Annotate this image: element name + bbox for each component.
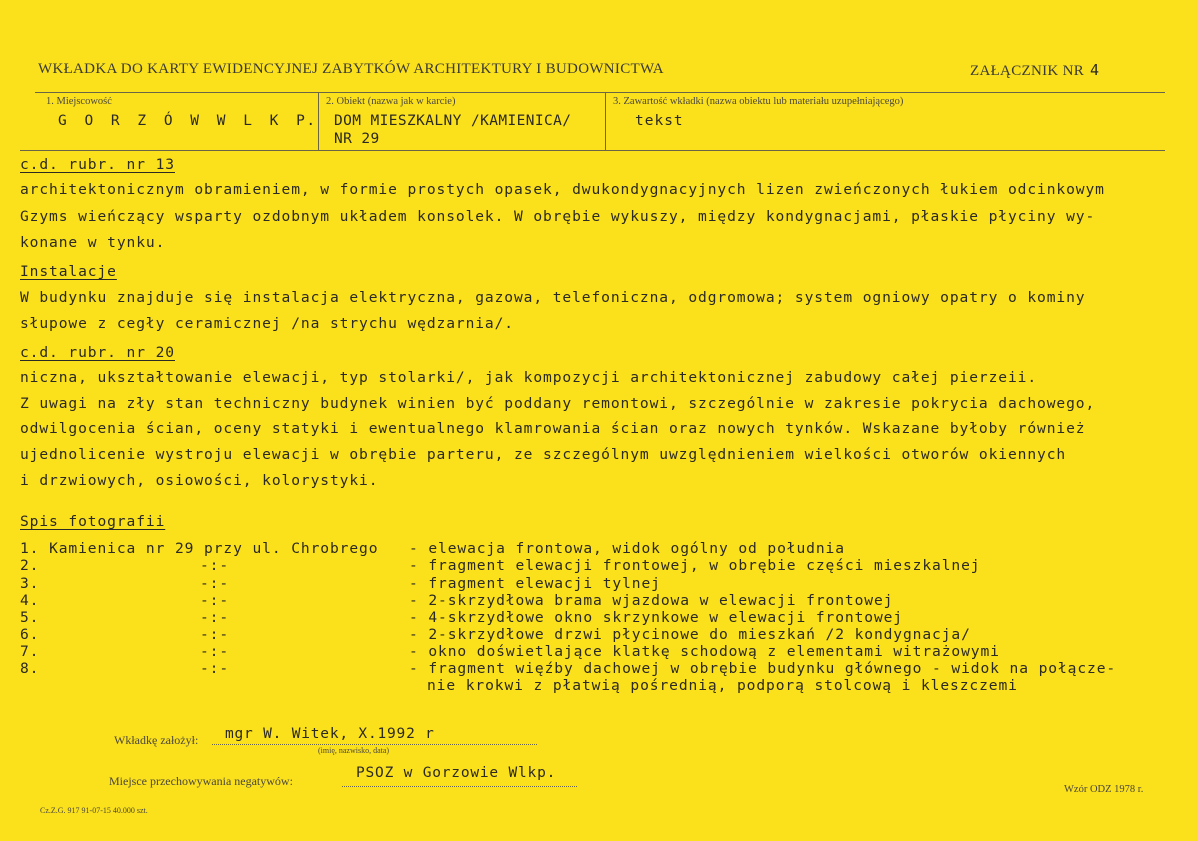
table-top-rule <box>35 92 1165 93</box>
photo-item <box>20 626 39 643</box>
photo-number: 1. <box>20 540 40 557</box>
ditto-mark: -:- <box>200 609 230 626</box>
photo-item <box>20 540 378 557</box>
section-heading-rubr-20: c.d. rubr. nr 20 <box>20 344 175 361</box>
ditto-mark: -:- <box>200 557 230 574</box>
made-by-value: mgr W. Witek, X.1992 r <box>225 726 435 742</box>
photo-description: - 2-skrzydłowe drzwi płycinowe do mieszkań /2 kondygnacja/ <box>409 626 971 643</box>
field-3-value: tekst <box>635 113 684 129</box>
photo-description-text: elewacja frontowa, widok ogólny od południa <box>428 540 845 557</box>
photo-description: - 2-skrzydłowa brama wjazdowa w elewacji frontowej <box>409 592 894 609</box>
field-1-value: G O R Z Ó W W L K P. <box>58 113 317 129</box>
storage-label: Miejsce przechowywania negatywów: <box>109 774 293 788</box>
annex-label <box>970 61 1099 80</box>
ditto-mark: -:- <box>200 643 230 660</box>
photo-number: 8. <box>20 660 40 677</box>
body-line: Gzyms wieńczący wsparty ozdobnym układem konsolek. W obrębie wykuszy, między kondygnacjami, płaskie płyciny wy- <box>20 208 1096 225</box>
annex-label-text: ZAŁĄCZNIK NR <box>970 63 1085 79</box>
field-3-label: 3. Zawartość wkładki (nazwa obiektu lub materiału uzupełniającego) <box>613 96 904 107</box>
body-line: ujednolicenie wystroju elewacji w obrębie parteru, ze szczególnym uwzględnieniem wielkości otworów okiennych <box>20 446 1067 463</box>
made-by-label: Wkładkę założył: <box>114 733 199 747</box>
photo-description: - 4-skrzydłowe okno skrzynkowe w elewacji frontowej <box>409 609 903 626</box>
photo-description-text: fragment elewacji frontowej, w obrębie części mieszkalnej <box>428 557 981 574</box>
storage-value: PSOZ w Gorzowie Wlkp. <box>356 765 557 781</box>
photo-item <box>20 643 39 660</box>
table-divider-1 <box>318 92 319 150</box>
field-2-label: 2. Obiekt (nazwa jak w karcie) <box>326 96 456 107</box>
photo-description-text: okno doświetlające klatkę schodową z elementami witrażowymi <box>428 643 1000 660</box>
section-heading-rubr-13: c.d. rubr. nr 13 <box>20 156 175 173</box>
ditto-mark: -:- <box>200 592 230 609</box>
photo-number: 6. <box>20 626 40 643</box>
print-info: Cz.Z.G. 917 91-07-15 40.000 szt. <box>40 806 148 815</box>
field-2-value-line1: DOM MIESZKALNY /KAMIENICA/ <box>334 113 572 129</box>
photo-number: 2. <box>20 557 40 574</box>
photo-description-text: fragment więźby dachowej w obrębie budynku głównego - widok na połącze- <box>428 660 1117 677</box>
made-by-hint: (imię, nazwisko, data) <box>318 746 390 755</box>
ditto-mark: -:- <box>200 626 230 643</box>
photo-item <box>20 660 39 677</box>
photo-description-continuation: nie krokwi z płatwią pośrednią, podporą stolcową i kleszczemi <box>427 677 1018 694</box>
section-heading-spis-fotografii: Spis fotografii <box>20 513 166 530</box>
photo-description: - okno doświetlające klatkę schodową z elementami witrażowymi <box>409 643 1000 660</box>
photo-item <box>20 557 39 574</box>
body-line: niczna, ukształtowanie elewacji, typ stolarki/, jak kompozycji architektonicznej zabudowy całej pierzeii. <box>20 369 1038 386</box>
photo-description: - elewacja frontowa, widok ogólny od południa <box>409 540 845 557</box>
photo-item <box>20 609 39 626</box>
storage-dotted-line <box>342 786 577 787</box>
made-by-dotted-line <box>212 744 537 745</box>
photo-number: 7. <box>20 643 40 660</box>
form-title: WKŁADKA DO KARTY EWIDENCYJNEJ ZABYTKÓW ARCHITEKTURY I BUDOWNICTWA <box>38 61 664 77</box>
photo-description: - fragment więźby dachowej w obrębie budynku głównego - widok na połącze- <box>409 660 1117 677</box>
field-2-value-line2: NR 29 <box>334 131 380 147</box>
field-1-label: 1. Miejscowość <box>46 96 112 107</box>
photo-item <box>20 575 39 592</box>
photo-description: - fragment elewacji frontowej, w obrębie części mieszkalnej <box>409 557 981 574</box>
body-line: konane w tynku. <box>20 234 166 251</box>
body-line: architektonicznym obramieniem, w formie prostych opasek, dwukondygnacyjnych lizen zwieńczonych łukiem odcinkowym <box>20 181 1105 198</box>
form-model: Wzór ODZ 1978 r. <box>1064 784 1144 795</box>
body-line: Z uwagi na zły stan techniczny budynek winien być poddany remontowi, szczególnie w zakresie pokrycia dachowego, <box>20 395 1096 412</box>
photo-description-text: 2-skrzydłowa brama wjazdowa w elewacji frontowej <box>428 592 894 609</box>
photo-reference: Kamienica nr 29 przy ul. Chrobrego <box>49 540 379 557</box>
photo-description-text: 4-skrzydłowe okno skrzynkowe w elewacji frontowej <box>428 609 903 626</box>
body-line: słupowe z cegły ceramicznej /na strychu wędzarnia/. <box>20 315 514 332</box>
photo-number: 4. <box>20 592 40 609</box>
photo-number: 5. <box>20 609 40 626</box>
table-divider-2 <box>605 92 606 150</box>
body-line: W budynku znajduje się instalacja elektryczna, gazowa, telefoniczna, odgromowa; system ogniowy opatry o kominy <box>20 289 1086 306</box>
body-line: i drzwiowych, osiowości, kolorystyki. <box>20 472 379 489</box>
annex-number: 4 <box>1090 61 1100 79</box>
section-heading-instalacje: Instalacje <box>20 263 117 280</box>
body-line: odwilgocenia ścian, oceny statyki i ewentualnego klamrowania ścian oraz nowych tynków. Wskazane byłoby również <box>20 420 1086 437</box>
ditto-mark: -:- <box>200 575 230 592</box>
photo-description-text: fragment elewacji tylnej <box>428 575 661 592</box>
ditto-mark: -:- <box>200 660 230 677</box>
table-bottom-rule <box>20 150 1165 151</box>
photo-description: - fragment elewacji tylnej <box>409 575 661 592</box>
photo-number: 3. <box>20 575 40 592</box>
photo-item <box>20 592 39 609</box>
photo-description-text: 2-skrzydłowe drzwi płycinowe do mieszkań /2 kondygnacja/ <box>428 626 971 643</box>
